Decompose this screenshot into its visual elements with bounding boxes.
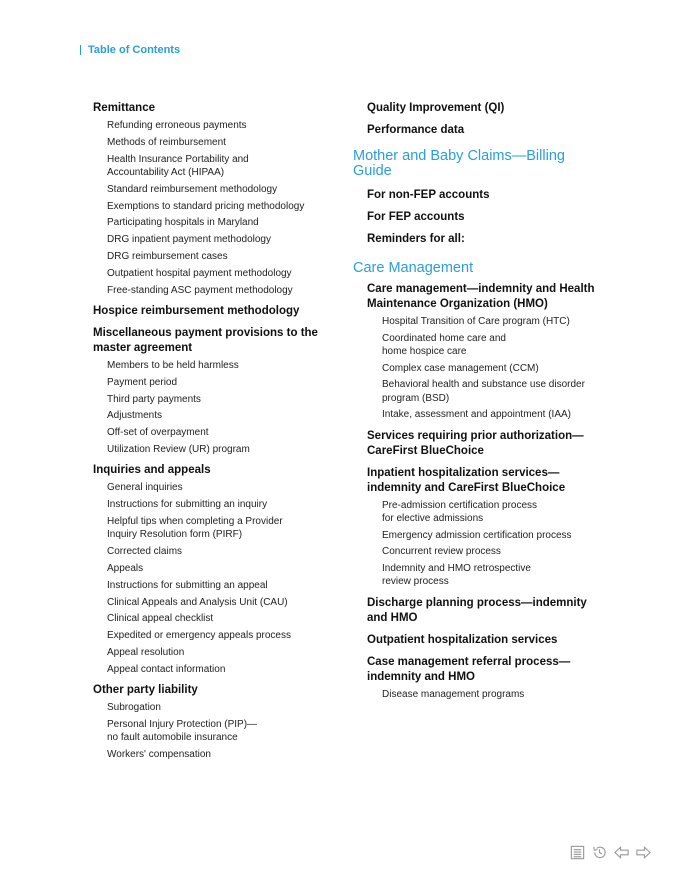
toc-item[interactable]: Complex case management (CCM) bbox=[382, 362, 539, 374]
toc-left-column bbox=[93, 101, 343, 769]
toc-item[interactable]: Utilization Review (UR) program bbox=[107, 443, 250, 455]
toc-list-inpatient bbox=[353, 499, 613, 589]
toc-heading-fep[interactable]: For FEP accounts bbox=[367, 211, 465, 223]
next-page-icon[interactable] bbox=[634, 843, 652, 861]
table-of-contents-link[interactable]: Table of Contents bbox=[88, 44, 181, 56]
chapter-title-mother-baby[interactable]: Mother and Baby Claims—Billing Guide bbox=[353, 148, 565, 179]
toc-item[interactable]: Corrected claims bbox=[107, 546, 183, 558]
toc-item[interactable]: Pre-admission certification process for elective admissions bbox=[382, 499, 538, 524]
toc-heading-remittance[interactable]: Remittance bbox=[93, 102, 155, 114]
toc-item[interactable]: Members to be held harmless bbox=[107, 359, 239, 371]
toc-item[interactable]: Off-set of overpayment bbox=[107, 427, 209, 439]
toc-list-other-party bbox=[93, 701, 343, 761]
toc-item[interactable]: Intake, assessment and appointment (IAA) bbox=[382, 409, 571, 421]
toc-section-remittance bbox=[93, 101, 343, 297]
toc-item[interactable]: Free-standing ASC payment methodology bbox=[107, 284, 293, 296]
toc-item[interactable]: Hospital Transition of Care program (HTC) bbox=[382, 316, 570, 327]
toc-item[interactable]: Methods of reimbursement bbox=[107, 136, 226, 148]
toc-item[interactable]: Instructions for submitting an inquiry bbox=[107, 499, 268, 511]
toc-right-column bbox=[353, 101, 613, 708]
toc-heading-discharge[interactable]: Discharge planning process—indemnity and HMO bbox=[367, 596, 587, 624]
toc-item[interactable]: Appeal contact information bbox=[107, 663, 226, 675]
toc-section-inpatient bbox=[353, 466, 613, 589]
toc-heading-misc[interactable]: Miscellaneous payment provisions to the master agreement bbox=[93, 326, 318, 354]
toc-heading-outpatient[interactable]: Outpatient hospitalization services bbox=[367, 633, 558, 646]
toc-list-cm-indemnity bbox=[353, 315, 613, 422]
toc-item[interactable]: Appeals bbox=[107, 562, 144, 574]
toc-item[interactable]: Clinical Appeals and Analysis Unit (CAU) bbox=[107, 596, 288, 608]
toc-item[interactable]: Appeal resolution bbox=[107, 646, 185, 658]
toc-item[interactable]: Standard reimbursement methodology bbox=[107, 183, 278, 195]
toc-list-inquiries bbox=[93, 481, 343, 676]
toc-item[interactable]: Health Insurance Portability and Accountability Act (HIPAA) bbox=[107, 153, 249, 178]
toc-heading-inpatient[interactable]: Inpatient hospitalization services—indemnity and CareFirst BlueChoice bbox=[367, 466, 566, 494]
toc-item[interactable]: Clinical appeal checklist bbox=[107, 613, 214, 625]
toc-list-remittance bbox=[93, 119, 343, 297]
toc-section-cm-indemnity bbox=[353, 282, 613, 422]
toc-heading-reminders[interactable]: Reminders for all: bbox=[367, 233, 465, 245]
toc-item[interactable]: Adjustments bbox=[107, 410, 163, 422]
toc-item[interactable]: Workers' compensation bbox=[107, 749, 211, 761]
toc-heading-cm-indemnity[interactable]: Care management—indemnity and Health Maintenance Organization (HMO) bbox=[367, 283, 595, 310]
toc-item[interactable]: Coordinated home care and home hospice care bbox=[382, 332, 506, 357]
contents-icon[interactable] bbox=[568, 843, 586, 861]
toc-item[interactable]: DRG inpatient payment methodology bbox=[107, 234, 271, 246]
toc-item[interactable]: Payment period bbox=[107, 376, 178, 388]
toc-item[interactable]: Third party payments bbox=[107, 393, 201, 405]
toc-item[interactable]: Emergency admission certification process bbox=[382, 529, 572, 541]
toc-list-referral bbox=[353, 688, 613, 701]
toc-list-misc bbox=[93, 359, 343, 456]
header bbox=[80, 44, 180, 56]
toc-item[interactable]: Personal Injury Protection (PIP)— no fault automobile insurance bbox=[107, 718, 258, 744]
toc-item[interactable]: Helpful tips when completing a Provider Inquiry Resolution form (PIRF) bbox=[107, 515, 283, 541]
toc-heading-non-fep[interactable]: For non-FEP accounts bbox=[367, 189, 490, 201]
toc-section-inquiries bbox=[93, 463, 343, 676]
toc-item[interactable]: Exemptions to standard pricing methodology bbox=[107, 200, 305, 212]
toc-heading-prior-auth[interactable]: Services requiring prior authorization—CareFirst BlueChoice bbox=[367, 429, 584, 457]
toc-item[interactable]: Expedited or emergency appeals process bbox=[107, 630, 291, 642]
toc-item[interactable]: Behavioral health and substance use disorder program (BSD) bbox=[382, 379, 585, 404]
toc-item[interactable]: Outpatient hospital payment methodology bbox=[107, 267, 292, 279]
toc-item[interactable]: Subrogation bbox=[107, 702, 161, 714]
toc-item[interactable]: Concurrent review process bbox=[382, 546, 501, 558]
toc-heading-hospice[interactable]: Hospice reimbursement methodology bbox=[93, 304, 300, 317]
toc-item[interactable]: Participating hospitals in Maryland bbox=[107, 217, 259, 229]
toc-item[interactable]: Refunding erroneous payments bbox=[107, 120, 247, 131]
toc-heading-qi[interactable]: Quality Improvement (QI) bbox=[367, 102, 505, 114]
toc-section-misc bbox=[93, 326, 343, 456]
toc-heading-inquiries[interactable]: Inquiries and appeals bbox=[93, 464, 211, 477]
toc-section-referral bbox=[353, 655, 613, 701]
toc-section-other-party bbox=[93, 683, 343, 761]
page-navigation bbox=[568, 843, 652, 861]
back-history-icon[interactable] bbox=[590, 843, 608, 861]
toc-item[interactable]: General inquiries bbox=[107, 482, 183, 494]
header-divider bbox=[80, 45, 81, 55]
previous-page-icon[interactable] bbox=[612, 843, 630, 861]
toc-item[interactable]: Instructions for submitting an appeal bbox=[107, 579, 268, 591]
toc-heading-other-party[interactable]: Other party liability bbox=[93, 684, 198, 697]
toc-heading-referral[interactable]: Case management referral process—indemnity and HMO bbox=[367, 655, 571, 683]
toc-item[interactable]: Disease management programs bbox=[382, 688, 525, 700]
toc-item[interactable]: DRG reimbursement cases bbox=[107, 250, 228, 262]
toc-heading-performance[interactable]: Performance data bbox=[367, 124, 465, 136]
toc-item[interactable]: Indemnity and HMO retrospective review process bbox=[382, 562, 531, 588]
chapter-title-care-management[interactable]: Care Management bbox=[353, 260, 474, 276]
